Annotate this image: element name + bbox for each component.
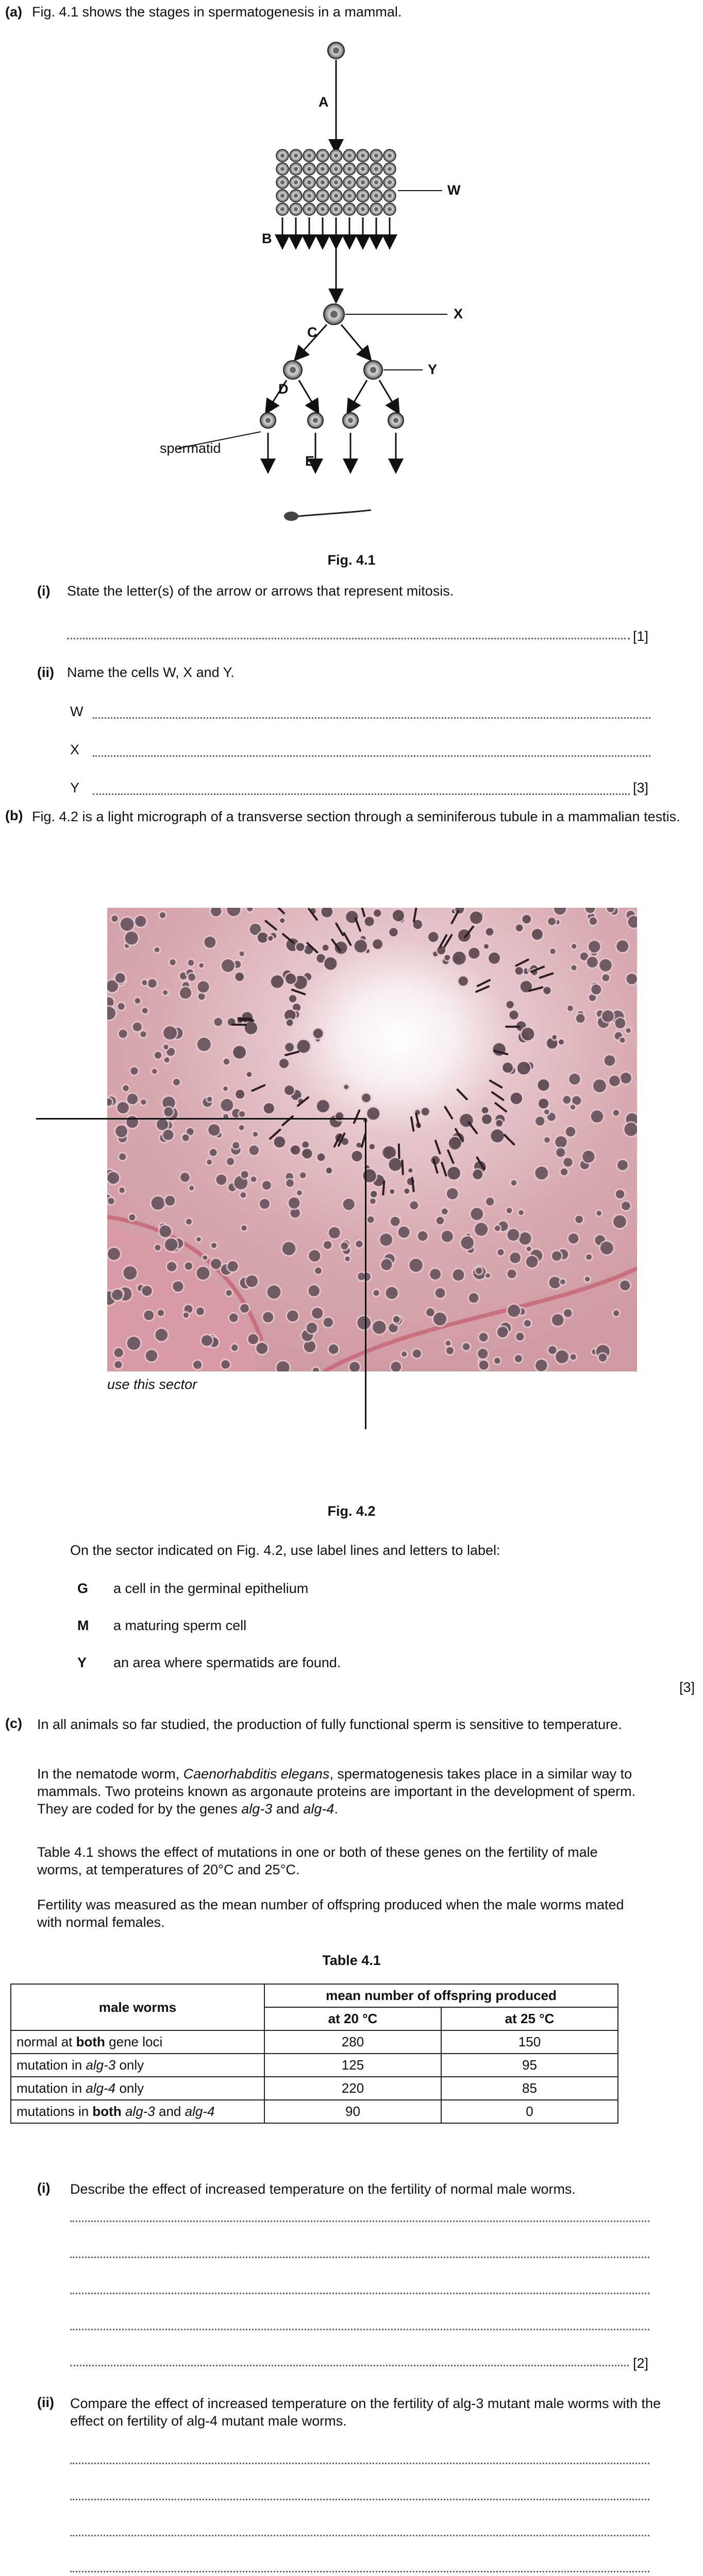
cell-y-right — [364, 361, 382, 379]
a-ii-label: (ii) — [37, 665, 54, 680]
c-para-1: In all animals so far studied, the production of fully functional sperm is sensitive to temperature. — [37, 1717, 622, 1732]
b-item-m-text: a maturing sperm cell — [113, 1618, 247, 1633]
b-item-y-text: an area where spermatids are found. — [113, 1655, 341, 1670]
t1-row-label: mutations in both alg-3 and alg-4 — [11, 2100, 264, 2123]
a-ii-w-label: W — [70, 704, 83, 719]
t1-row-label: mutation in alg-3 only — [11, 2054, 264, 2077]
t1-group-header: mean number of offspring produced — [264, 1984, 618, 2007]
sector-line-horizontal — [36, 1118, 366, 1120]
b-marks: [3] — [679, 1680, 695, 1695]
c-i-answer-line[interactable] — [70, 2257, 649, 2258]
c-i-label: (i) — [37, 2180, 51, 2196]
c-ii-question: Compare the effect of increased temperature on the fertility of alg-3 mutant male worms with the effect on fertility of alg-4 mutant male worms. — [70, 2396, 661, 2429]
fig41-label-d: D — [278, 381, 289, 397]
b-item-m-letter: M — [77, 1618, 89, 1633]
part-b-intro: Fig. 4.2 is a light micrograph of a transverse section through a seminiferous tubule in a mammalian testis. — [32, 809, 680, 824]
part-c-label: (c) — [5, 1716, 22, 1731]
fig41-label-y: Y — [428, 362, 438, 377]
t1-cell: 95 — [441, 2054, 618, 2077]
a-ii-question: Name the cells W, X and Y. — [67, 665, 235, 680]
t1-row-label: mutation in alg-4 only — [11, 2077, 264, 2100]
t1-cell: 125 — [264, 2054, 441, 2077]
t1-cell: 90 — [264, 2100, 441, 2123]
t1-row-label: normal at both gene loci — [11, 2030, 264, 2054]
germ-cell — [328, 42, 344, 59]
part-a-intro: Fig. 4.1 shows the stages in spermatogenesis in a mammal. — [32, 4, 402, 20]
table-row — [11, 2054, 618, 2077]
part-a-label: (a) — [5, 4, 22, 20]
sperm-cell — [284, 510, 371, 521]
t1-cell: 220 — [264, 2077, 441, 2100]
c-ii-label: (ii) — [37, 2395, 54, 2410]
t1-col0-header: male worms — [11, 1984, 264, 2030]
fig41-label-e: E — [305, 453, 315, 469]
c-para-2: In the nematode worm, Caenorhabditis elegans, spermatogenesis takes place in a similar way to mammals. Two proteins known as argonaute proteins are important in the development of sperm. They are coded for by the genes alg-3 and alg-4. — [37, 1766, 636, 1817]
c-ii-answer-line[interactable] — [70, 2463, 649, 2464]
sector-label: use this sector — [107, 1377, 197, 1392]
a-ii-marks: [3] — [633, 780, 649, 795]
table-row — [11, 2100, 618, 2123]
c-i-answer-line[interactable] — [70, 2293, 649, 2294]
b-item-y-letter: Y — [77, 1655, 87, 1670]
fig41-label-b: B — [262, 231, 272, 246]
c-ii-answer-line[interactable] — [70, 2571, 649, 2572]
c-i-marks: [2] — [633, 2355, 649, 2371]
cell-x — [324, 304, 344, 325]
c-para-3: Table 4.1 shows the effect of mutations in one or both of these genes on the fertility of male worms, at temperatures of 20°C and 25°C. — [37, 1844, 598, 1877]
seminiferous-tubule-micrograph — [107, 908, 637, 1371]
part-b-label: (b) — [5, 808, 23, 823]
spermatid-cells — [260, 413, 404, 428]
t1-cell: 150 — [441, 2030, 618, 2054]
fig41-label-spermatid: spermatid — [160, 440, 221, 456]
c-i-answer-line[interactable] — [70, 2365, 629, 2366]
fig41-label-x: X — [454, 306, 463, 321]
arrows-b — [282, 217, 390, 242]
t1-cell: 85 — [441, 2077, 618, 2100]
a-ii-x-answer-line[interactable] — [93, 755, 650, 757]
a-i-question: State the letter(s) of the arrow or arrows that represent mitosis. — [67, 583, 454, 599]
c-i-answer-line[interactable] — [70, 2221, 649, 2222]
table-row — [11, 2030, 618, 2054]
fig41-caption: Fig. 4.1 — [327, 552, 376, 568]
c-para-4: Fertility was measured as the mean number of offspring produced when the male worms mated with normal females. — [37, 1897, 624, 1930]
a-i-marks: [1] — [633, 629, 649, 644]
a-i-label: (i) — [37, 583, 51, 599]
arrow-c-right — [341, 325, 367, 355]
t1-col1-header: at 20 °C — [264, 2007, 441, 2030]
cell-block-w — [276, 149, 396, 215]
b-item-g-text: a cell in the germinal epithelium — [113, 1581, 309, 1596]
cell-y-left — [283, 361, 302, 379]
c-ii-answer-line[interactable] — [70, 2499, 649, 2500]
table-row — [11, 2077, 618, 2100]
fig42-caption: Fig. 4.2 — [327, 1503, 376, 1519]
fig41-label-a: A — [319, 94, 329, 110]
c-i-question: Describe the effect of increased temperature on the fertility of normal male worms. — [70, 2181, 576, 2197]
t1-cell: 0 — [441, 2100, 618, 2123]
a-ii-x-label: X — [70, 742, 80, 757]
fig41-label-c: C — [307, 325, 317, 340]
sector-line-vertical — [365, 1118, 366, 1429]
t1-cell: 280 — [264, 2030, 441, 2054]
c-i-answer-line[interactable] — [70, 2329, 649, 2330]
table-4-1 — [10, 1984, 618, 2124]
c-ii-answer-line[interactable] — [70, 2535, 649, 2536]
t1-col2-header: at 25 °C — [441, 2007, 618, 2030]
spermatogenesis-diagram — [0, 21, 703, 536]
table41-caption: Table 4.1 — [322, 1953, 381, 1968]
a-ii-y-answer-line[interactable] — [93, 793, 630, 795]
a-i-answer-line[interactable] — [67, 638, 630, 639]
fig41-label-w: W — [447, 182, 461, 198]
part-b-instruction: On the sector indicated on Fig. 4.2, use label lines and letters to label: — [70, 1543, 500, 1558]
a-ii-y-label: Y — [70, 780, 80, 795]
a-ii-w-answer-line[interactable] — [93, 717, 650, 719]
b-item-g-letter: G — [77, 1581, 89, 1596]
